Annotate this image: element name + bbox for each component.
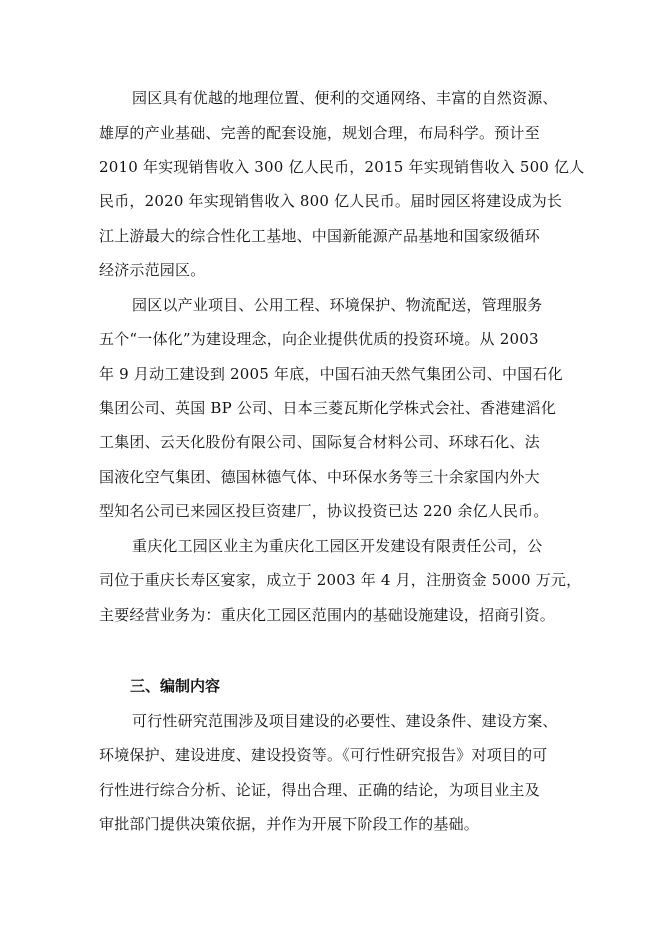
paragraph-line: 行性进行综合分析、论证，得出合理、正确的结论，为项目业主及 (99, 781, 540, 799)
paragraph-line: 集团公司、英国 BP 公司、日本三菱瓦斯化学株式会社、香港建滔化 (99, 399, 557, 417)
paragraph-line: 可行性研究范围涉及项目建设的必要性、建设条件、建设方案、 (132, 712, 558, 730)
paragraph-line: 重庆化工园区业主为重庆化工园区开发建设有限责任公司，公 (132, 537, 543, 555)
paragraph-line: 2010 年实现销售收入 300 亿人民币，2015 年实现销售收入 500 亿人 (99, 158, 585, 176)
paragraph-line: 主要经营业务为：重庆化工园区范围内的基础设施建设，招商引资。 (99, 606, 556, 624)
paragraph-line: 工集团、云天化股份有限公司、国际复合材料公司、环球石化、法 (99, 433, 540, 451)
paragraph-line: 环境保护、建设进度、建设投资等。《可行性研究报告》对项目的可 (99, 746, 548, 764)
paragraph-line: 雄厚的产业基础、完善的配套设施，规划合理，布局科学。预计至 (99, 124, 540, 142)
paragraph-line: 经济示范园区。 (99, 261, 206, 279)
paragraph-line: 江上游最大的综合性化工基地、中国新能源产品基地和国家级循环 (99, 227, 540, 245)
paragraph-line: 型知名公司已来园区投巨资建厂，协议投资已达 220 余亿人民币。 (99, 502, 549, 520)
paragraph-line: 司位于重庆长寿区宴家，成立于 2003 年 4 月，注册资金 5000 万元， (99, 571, 582, 589)
paragraph-line: 年 9 月动工建设到 2005 年底，中国石油天然气集团公司、中国石化 (99, 365, 563, 383)
paragraph-line: 园区以产业项目、公用工程、环境保护、物流配送，管理服务 (132, 296, 543, 314)
paragraph-line: 审批部门提供决策依据，并作为开展下阶段工作的基础。 (99, 815, 480, 833)
paragraph-line: 国液化空气集团、德国林德气体、中环保水务等三十余家国内外大 (99, 468, 540, 486)
paragraph-line: 五个“一体化”为建设理念，向企业提供优质的投资环境。从 2003 (99, 330, 539, 348)
paragraph-line: 园区具有优越的地理位置、便利的交通网络、丰富的自然资源、 (132, 89, 558, 107)
section-heading: 三、编制内容 (130, 677, 221, 695)
paragraph-line: 民币，2020 年实现销售收入 800 亿人民币。届时园区将建设成为长 (99, 192, 563, 210)
